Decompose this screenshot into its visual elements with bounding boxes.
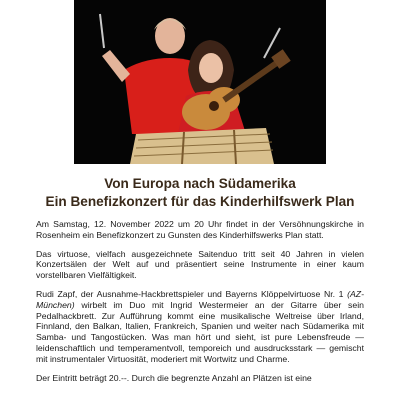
headline <box>0 175 400 211</box>
paragraph-program-start: Rudi Zapf, der Ausnahme-Hackbrettspieler und Bayerns Klöppelvirtuose Nr. 1 <box>36 288 348 299</box>
paragraph-admission: Der Eintritt beträgt 20.--. Durch die begrenzte Anzahl an Plätzen ist eine <box>36 372 312 383</box>
paragraph-program-rest: wirbelt im Duo mit Ingrid Westermeier an der Gitarre über sein Pedalhackbrett. Zur Aufführung kommt eine musikalische Weltreise über Irland, Finnland, den Balkan, Italien, Frankreich, Spanien und weiter nach Südamerika mit Samba- und Tangostücken. Was man hört und sieht, ist pure Lebensfreude — leidenschaftlich und temperamentvoll, temporeich und ausdrucksstark — gemischt mit instrumentaler Virtuosität, moderiert mit Wortwitz und Charme. <box>36 299 364 364</box>
paragraph-program <box>36 289 364 365</box>
paragraph-event-date: Am Samstag, 12. November 2022 um 20 Uhr findet in der Versöhnungskirche in Rosenheim ein Benefizkonzert zu Gunsten des Kinderhilfswerks Plan statt. <box>36 219 364 240</box>
press-quote-source: (AZ-München) <box>36 288 364 310</box>
headline-line-1: Von Europa nach Südamerika <box>104 176 296 191</box>
paragraph-duo-intro: Das virtuose, vielfach ausgezeichnete Saitenduo tritt seit 40 Jahren in vielen Konzertsälen der Welt auf und präsentiert seine Instrumente in einer kaum vorstellbaren Vielfältigkeit. <box>36 248 364 281</box>
musicians-image <box>74 0 326 164</box>
headline-line-2: Ein Benefizkonzert für das Kinderhilfswerk Plan <box>45 194 355 209</box>
article-body <box>36 219 364 391</box>
duo-photo <box>74 0 326 164</box>
